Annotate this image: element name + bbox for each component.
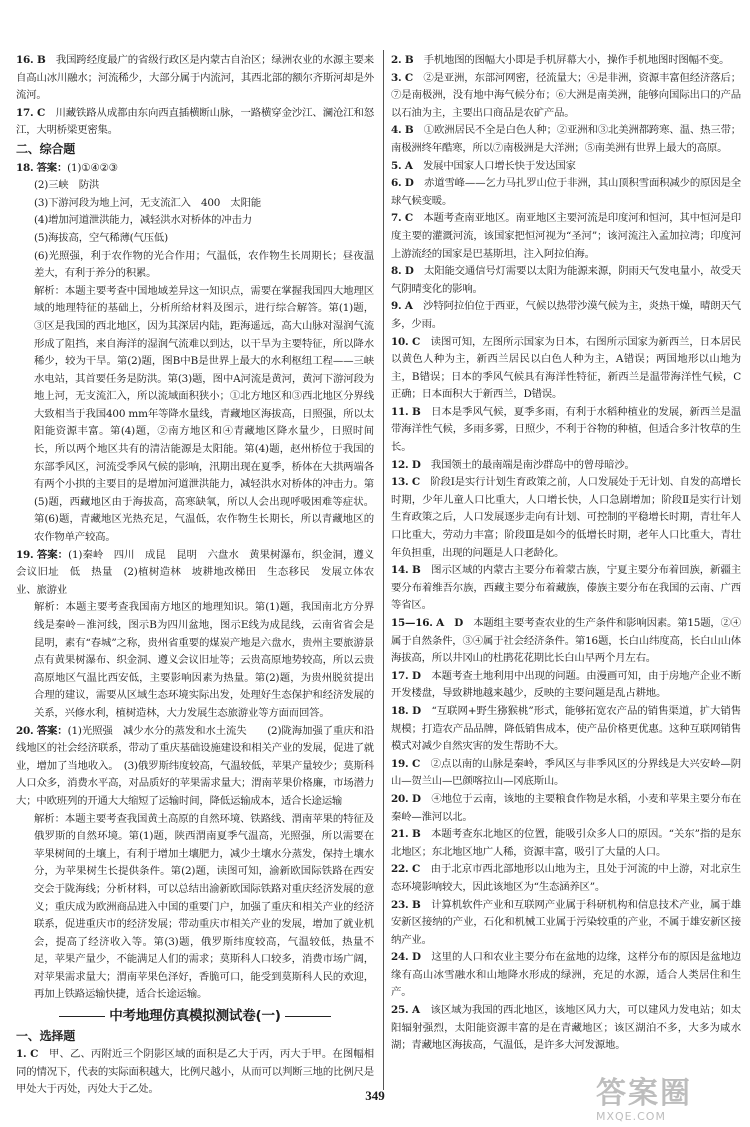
right-column <box>391 52 741 1055</box>
answer-3: 3. C ②是亚洲，东部河网密，径流量大；④是非洲，资源丰富但经济落后；⑦是南极洲，没有地中海气候分布；⑥大洲是南美洲，能够向国际出口的产品以石油为主，主要出口商品是农矿产品。 <box>391 71 741 119</box>
answer-19: 19. 答案：(1)秦岭 四川 成昆 昆明 六盘水 黄果树瀑布，织金洞，遵义会议旧址 低 热量 (2)植树造林 坡耕地改梯田 生态移民 发展立体农业、旅游业 <box>16 548 374 596</box>
answer-12: 12. D 我国领土的最南端是南沙群岛中的曾母暗沙。 <box>391 458 635 471</box>
answer-18-analysis: 解析：本题主要考查中国地域差异这一知识点，需要在掌握我国四大地理区域的地理特征的基础上，分析所给材料及图示，进行综合解答。第(1)题，③区是我国的西北地区，因为其深居内陆，距海遥远，高大山脉对湿润气流形成了阻挡，来自海洋的湿润气流难以到达，以干旱为主要特征，所以降水稀少，较为干旱。第(2)题，图B中B是世界上最大的水利枢纽工程——三峡水电站，其首要任务是防洪。第(3)题，图中A河流是黄河，黄河下游河段为地上河，无支流汇入，所以流域面积狭小；①北方地区和③西北地区分界线大致相当于我国400 mm年等降水量线，青藏地区海拔高，日照强，所以太阳能资源丰富。第(4)题，②南方地区和④青藏地区降水量少，日照时间长，所以两个地区共有的清洁能源是太阳能。第(4)题，赵州桥位于我国的东部季风区，河流受季风气候的影响，汛期出现在夏季，桥体在大拱两端各有两个小拱的主要目的是增加河道泄洪能力，减轻洪水对桥体的冲击力。第(5)题，西藏地区由于海拔高，高寒缺氧，所以人会出现呼吸困难等症状。第(6)题，青藏地区光热充足，气温低，农作物生长期长，所以青藏地区的农作物单产较高。 <box>34 284 374 544</box>
section-heading-choice: 一、选择题 <box>16 1028 76 1043</box>
answer-18: 18. 答案：(1)①④②③ <box>16 161 118 174</box>
answer-13: 13. C 阶段Ⅰ是实行计划生育政策之前，人口发展处于无计划、自发的高增长时期，少年儿童人口比重大，人口增长快，人口急剧增加；阶段Ⅱ是实行计划生育政策之后，人口发展逐步走向有计划、可控制的平稳增长时期，青壮年人口比重大，劳动力丰富；阶段Ⅲ是如今的低增长时期，老年人口比重大，青壮年负担重，出现的问题是人口老龄化。 <box>391 476 741 559</box>
answer-21: 21. B 本题考查东北地区的位置，能吸引众多人口的原因。“关东”指的是东北地区；东北地区地广人稀，资源丰富，吸引了大量的人口。 <box>391 828 741 858</box>
answer-24: 24. D 这里的人口和农业主要分布在盆地的边缘，这样分布的原因是盆地边缘有高山冰雪融水和山地降水形成的绿洲，充足的水源，适合人类居住和生产。 <box>391 951 741 999</box>
page-number: 349 <box>365 1088 385 1103</box>
watermark-logo: 答案圈 MXQE.COM <box>596 1076 692 1123</box>
answer-18-line: (5)海拔高，空气稀薄(气压低) <box>34 231 168 244</box>
answer-18-line: (6)光照强，利于农作物的光合作用；气温低，农作物生长周期长；昼夜温差大，有利于养分的积累。 <box>34 249 374 280</box>
answer-9: 9. A 沙特阿拉伯位于西亚，气候以热带沙漠气候为主，炎热干燥，晴朗天气多，少雨。 <box>391 300 741 330</box>
section-heading-comprehensive: 二、综合题 <box>16 141 76 156</box>
answer-20-analysis: 解析：本题主要考查我国黄土高原的自然环境、铁路线、渭南苹果的特征及俄罗斯的自然环境。第(1)题，陕西渭南夏季气温高，光照强，所以需要在苹果树间的土壤上，有利于增加土壤肥力，减少土壤水分蒸发，保持土壤水分，为苹果树生长提供条件。第(2)题，读图可知，渝新欧国际铁路在西安交会于陇海线；分析材料，可以总结出渝新欧国际铁路对重庆经济发展的意义；重庆成为欧洲商品进入中国的重要门户，加强了重庆和相关产业的经济联系，促进重庆市的经济发展；带动重庆市相关产业的发展，增加了就业机会，提高了经济收入等。第(3)题，俄罗斯纬度较高，气温较低，热量不足，苹果产量少，不能满足人们的需求；莫斯科人口较多，消费市场广阔，对苹果需求量大；渭南苹果色泽好，香脆可口，能受到莫斯科人民的欢迎，再加上铁路运输快捷，适合长途运输。 <box>34 812 374 1001</box>
answer-25: 25. A 该区域为我国的西北地区，该地区风力大，可以建风力发电站；如太阳辐射强烈，太阳能资源丰富的是在青藏地区；该区湖泊不多，大多为咸水湖；青藏地区海拔高，气温低，是许多大河发源地。 <box>391 1004 741 1052</box>
answer-4: 4. B ①欧洲居民不全是白色人种；②亚洲和③北美洲都跨寒、温、热三带；南极洲终年酷寒，所以⑦南极洲是大洋洲；⑤南美洲有世界上最大的高原。 <box>391 124 741 154</box>
answer-18-line: (2)三峡 防洪 <box>34 179 100 192</box>
answer-10: 10. C 读图可知，左图所示国家为日本，右图所示国家为新西兰，日本居民以黄色人种为主，新西兰居民以白色人种为主，A错误；两国地形以山地为主，B错误；日本的季风气候具有海洋性特征，新西兰是温带海洋性气候，C正确；日本面积大于新西兰，D错误。 <box>391 335 741 401</box>
left-column <box>16 52 374 1099</box>
answer-11: 11. B 日本是季风气候，夏季多雨，有利于水稻种植业的发展，新西兰是温带海洋性气候，多雨多雾，日照少，不利于谷物的种植，但适合多汁牧草的生长。 <box>391 405 741 454</box>
answer-5: 5. A 发展中国家人口增长快于发达国家 <box>391 159 576 172</box>
answer-22: 22. C 由于北京市西北部地形以山地为主，且处于河流的中上游，对北京生态环境影响较大，因此该地区为“生态涵养区”。 <box>391 863 741 893</box>
answer-19: 19. C ②点以南的山脉是秦岭，季风区与非季风区的分界线是大兴安岭—阴山—贺兰山—巴颜喀拉山—冈底斯山。 <box>391 757 741 788</box>
answer-16: 16. B 我国跨经度最广的省级行政区是内蒙古自治区；绿洲农业的水源主要来自高山冰川融水；河流稀少，大部分属于内流河，其西北部的额尔齐斯河却是外流河。 <box>16 54 374 102</box>
answer-7: 7. C 本题考查南亚地区。南亚地区主要河流是印度河和恒河，其中恒河是印度主要的灌溉河流，该国家把恒河视为“圣河”；该河流注入孟加拉湾；印度河上游流经的国家是巴基斯坦，注入阿拉伯海。 <box>391 212 741 260</box>
answer-18-line: (3)下游河段为地上河，无支流汇入 400 太阳能 <box>34 196 261 209</box>
answer-2: 2. B 手机地图的图幅大小即是手机屏幕大小，操作手机地图时图幅不变。 <box>391 54 730 66</box>
answer-20: 20. 答案：(1)光照强 减少水分的蒸发和水土流失 (2)陇海加强了重庆和沿线地区的社会经济联系，带动了重庆基础设施建设和相关产业的发展，促进了就业，增加了当地收入。 (3)俄罗斯纬度较高，气温较低，苹果产量较少；莫斯科人口众多，消费水平高，对品质好的苹果需求量大；渭南苹果价格廉，市场潜力大；中欧班列的开通大大缩短了运输时间，降低运输成本，适合长途运输 <box>16 724 374 807</box>
answer-6: 6. D 赤道雪峰——乞力马扎罗山位于非洲，其山顶积雪面积减少的原因是全球气候变暖。 <box>391 177 741 207</box>
answer-23: 23. B 计算机软件产业和互联网产业属于科研机构和信息技术产业，属于雄安新区接纳的产业，石化和机械工业属于污染较重的产业，不属于雄安新区接纳产业。 <box>391 898 741 946</box>
answer-14: 14. B 图示区域的内蒙古主要分布着蒙古族，宁夏主要分布着回族，新疆主要分布着维吾尔族，西藏主要分布着藏族，傣族主要分布在我国的云南、广西等省区。 <box>391 564 741 612</box>
answer-8: 8. D 太阳能交通信号灯需要以太阳为能源来源，阴雨天气发电量小，故受天气阴晴变化的影响。 <box>391 265 741 295</box>
answer-1: 1. C 甲、乙、丙附近三个阴影区域的面积是乙大于丙，丙大于甲。在图幅相同的情况下，代表的实际面积越大，比例尺越小，从而可以判断三地的比例尺是甲处大于丙处，丙处大于乙处。 <box>16 1048 375 1096</box>
answer-18-line: (4)增加河道泄洪能力，减轻洪水对桥体的冲击力 <box>34 214 252 227</box>
column-divider <box>383 50 384 1090</box>
answer-17: 17. C 川藏铁路从成都由东向西直插横断山脉，一路横穿金沙江、澜沧江和怒江，大明桥梁更密集。 <box>16 106 374 137</box>
answer-19-analysis: 解析：本题主要考查我国南方地区的地理知识。第(1)题，我国南北方分界线是秦岭－淮河线，图示B为四川盆地，图示E线为成昆线，云南省省会是昆明，素有“春城”之称，贵州省重要的煤炭产地是六盘水，贵州主要旅游景点有黄果树瀑布、织金洞、遵义会议旧址等；云贵高原地势较高，所以云贵高原地区气温比西安低，主要影响因素为热量。第(2)题，为贵州脱贫提出合理的建议，需要从区域生态环境实际出发，处理好生态保护和经济发展的关系，兴修水利，植树造林，大力发展生态旅游业等方面而回答。 <box>34 601 374 719</box>
answer-15-16: 15—16. A D 本题组主要考查农业的生产条件和影响因素。第15题，②④属于自然条件，③④属于社会经济条件。第16题，长白山纬度高，长白山山体海拔高，所以井冈山的杜鹃花花期比长白山早两个月左右。 <box>391 617 741 665</box>
answer-18: 18. D “互联网+野生猕猴桃”形式，能够拓宽农产品的销售渠道，扩大销售规模；打造农产品品牌，降低销售成本，使产品价格更优惠。这种互联网销售模式对减少自然灾害的发生帮助不大。 <box>391 704 741 753</box>
answer-17: 17. D 本题考查土地利用中出现的问题。由漫画可知，由于房地产企业不断开发楼盘，导致耕地越来越少，反映的主要问题是乱占耕地。 <box>391 669 741 700</box>
test-paper-title: 中考地理仿真模拟测试卷(一) <box>16 1008 374 1026</box>
answer-20: 20. D ④地位于云南，该地的主要粮食作物是水稻，小麦和苹果主要分布在秦岭—淮河以北。 <box>391 792 741 823</box>
